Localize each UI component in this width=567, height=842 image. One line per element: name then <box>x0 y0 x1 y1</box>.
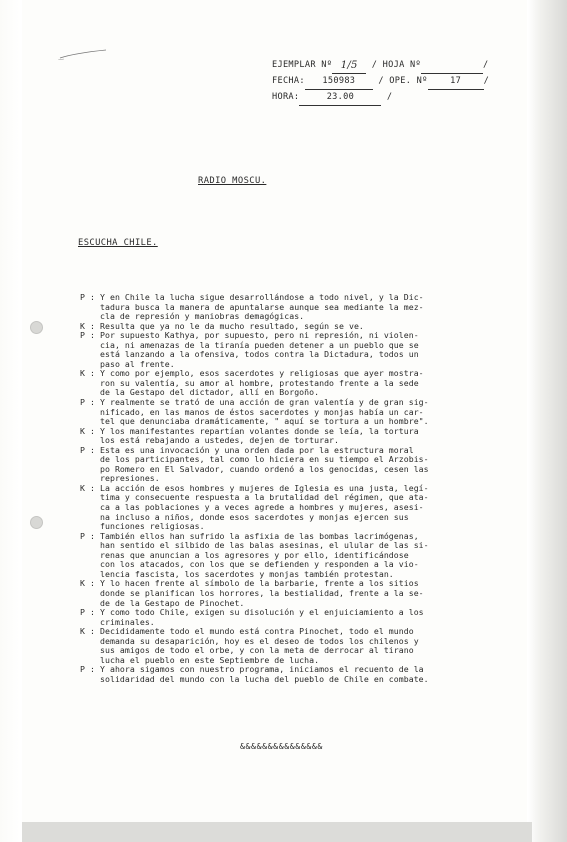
text-line: tel que denunciaba dramáticamente, " aquí se tortura a un hombre". <box>100 416 429 427</box>
binder-hole-lower <box>30 516 43 529</box>
speaker-label: P : <box>80 292 95 302</box>
text-line: Y los manifestantes repartían volantes donde se leía, la tortura <box>100 425 419 436</box>
speaker-label: P : <box>80 530 95 541</box>
text-line: renas que anuncian a los agresores y por ello, identificándose <box>100 549 409 560</box>
text-line: tima y consecuente respuesta a la brutalidad del régimen, que ata- <box>100 492 429 503</box>
transcript-paragraph <box>80 665 532 684</box>
paragraph-text <box>100 293 532 322</box>
ope-sep: / <box>483 76 490 86</box>
text-line: Por supuesto Kathya, por supuesto, pero ni represión, ni violen- <box>100 330 419 341</box>
paragraph-text <box>100 446 532 484</box>
speaker-label: K : <box>80 425 95 436</box>
text-line: represiones. <box>100 473 160 484</box>
transcript-paragraph <box>80 608 532 627</box>
text-line: han sentido el silbido de las balas asesinas, el ulular de las si- <box>100 540 429 551</box>
text-line: Y realmente se trató de una acción de gran valentía y de gran sig- <box>100 397 429 408</box>
speaker-label: P : <box>80 397 95 408</box>
text-line: También ellos han sufrido la asfixia de las bombas lacrimógenas, <box>100 530 419 541</box>
speaker-label: K : <box>80 626 95 637</box>
paragraph-text <box>100 331 532 369</box>
document-page <box>22 0 527 822</box>
document-title: RADIO MOSCU. <box>198 176 267 186</box>
end-marker: &&&&&&&&&&&&&&& <box>240 741 323 751</box>
text-line: na incluso a niños, donde esos sacerdotes y monjas ejercen sus <box>100 511 409 522</box>
speaker-label: K : <box>80 578 95 589</box>
text-line: tadura busca la manera de apuntalarse aunque sea mediante la mez- <box>100 301 424 312</box>
speaker-label: K : <box>80 368 95 379</box>
text-line: sus amigos de todo el orbe, y con la meta de derrocar al tirano <box>100 645 414 656</box>
paragraph-text <box>100 608 532 627</box>
document-subtitle: ESCUCHA CHILE. <box>78 238 158 248</box>
text-line: con los atacados, con los que se defienden y responden a la vio- <box>100 559 419 570</box>
text-line: está lanzando a la ofensiva, todos contra la Dictadura, todos un <box>100 349 419 360</box>
text-line: de la Gestapo del dictador, allí en Borgoño. <box>100 387 320 398</box>
ope-value: 17 <box>428 74 484 90</box>
hoja-label: / HOJA Nº <box>371 60 421 70</box>
transcript-paragraph <box>80 369 532 398</box>
text-line: ca a las poblaciones y a veces agrede a hombres y mujeres, asesi- <box>100 502 424 513</box>
text-line: Y lo hacen frente al símbolo de la barbarie, frente a los sitios <box>100 578 419 589</box>
text-line: nificado, en las manos de éstos sacerdotes y monjas había un car- <box>100 406 424 417</box>
pencil-mark <box>58 48 108 60</box>
text-line: criminales. <box>100 616 155 627</box>
document-header <box>272 58 489 106</box>
text-line: paso al frente. <box>100 358 175 369</box>
paragraph-text <box>100 627 532 665</box>
header-row-ejemplar <box>272 58 489 74</box>
transcript-paragraph <box>80 331 532 369</box>
text-line: Y ahora sigamos con nuestro programa, iniciamos el recuento de la <box>100 664 424 675</box>
text-line: cla de represión y maniobras demagógicas. <box>100 311 305 322</box>
text-line: Decididamente todo el mundo está contra Pinochet, todo el mundo <box>100 626 414 637</box>
ejemplar-value: 1/5 <box>332 58 366 74</box>
speaker-label: P : <box>80 444 95 455</box>
hoja-value <box>421 58 483 74</box>
text-line: funciones religiosas. <box>100 521 205 532</box>
hoja-sep: / <box>482 60 489 70</box>
transcript-paragraph <box>80 293 532 322</box>
text-line: donde se planifican los horrores, la bestialidad, frente a la se- <box>100 587 424 598</box>
text-line: po Romero en El Salvador, cuando ordenó a los genocidas, cesen las <box>100 463 429 474</box>
header-row-fecha <box>272 74 489 90</box>
page-bottom-edge <box>22 822 532 842</box>
transcript-paragraph <box>80 627 532 665</box>
speaker-label: P : <box>80 607 95 618</box>
binder-hole-upper <box>30 321 43 334</box>
speaker-label: P : <box>80 664 95 675</box>
speaker-label: P : <box>80 330 95 341</box>
text-line: ron su valentía, su amor al hombre, protestando frente a la sede <box>100 377 419 388</box>
text-line: La acción de esos hombres y mujeres de Iglesia es una justa, legí- <box>100 482 429 493</box>
text-line: Y en Chile la lucha sigue desarrollándose a todo nivel, y la Dic- <box>100 292 424 302</box>
paragraph-text <box>100 398 532 427</box>
ejemplar-label: EJEMPLAR Nº <box>272 60 333 70</box>
transcript-paragraph <box>80 446 532 484</box>
transcript-body <box>80 293 532 684</box>
speaker-label: K : <box>80 482 95 493</box>
transcript-paragraph <box>80 484 532 532</box>
ope-label: / OPE. Nº <box>378 76 428 86</box>
text-line: Resulta que ya no le da mucho resultado, según se ve. <box>100 320 364 331</box>
text-line: lucha el pueblo en este Septiembre de lucha. <box>100 654 320 665</box>
text-line: cia, ni amenazas de la tiranía pueden detener a un pueblo que se <box>100 339 419 350</box>
text-line: lencia fascista, los sacerdotes y monjas también protestan. <box>100 568 394 579</box>
paragraph-text <box>100 579 532 608</box>
hora-sep: / <box>386 92 393 102</box>
text-line: Esta es una invocación y una orden dada por la estructura moral <box>100 444 414 455</box>
fecha-value: 150983 <box>305 74 373 90</box>
text-line: demanda su desaparición, hoy es el deseo de todos los chilenos y <box>100 635 419 646</box>
transcript-paragraph <box>80 398 532 427</box>
text-line: solidaridad del mundo con la lucha del pueblo de Chile en combate. <box>100 673 429 684</box>
transcript-paragraph <box>80 532 532 580</box>
hora-value: 23.00 <box>299 90 381 106</box>
text-line: Y como por ejemplo, esos sacerdotes y religiosas que ayer mostra- <box>100 368 424 379</box>
paragraph-text <box>100 427 532 446</box>
text-line: de los participantes, tal como lo hiciera en su tiempo el Arzobis- <box>100 454 429 465</box>
speaker-label: K : <box>80 320 95 331</box>
paragraph-text <box>100 665 532 684</box>
transcript-paragraph <box>80 427 532 446</box>
hora-label: HORA: <box>272 92 300 102</box>
paragraph-text <box>100 484 532 532</box>
fecha-label: FECHA: <box>272 76 305 86</box>
header-row-hora <box>272 90 489 106</box>
text-line: los está rebajando a ustedes, dejen de torturar. <box>100 435 340 446</box>
text-line: Y como todo Chile, exigen su disolución y el enjuiciamiento a los <box>100 607 424 618</box>
transcript-paragraph <box>80 579 532 608</box>
paragraph-text <box>100 369 532 398</box>
text-line: de de la Gestapo de Pinochet. <box>100 597 245 608</box>
paragraph-text <box>100 532 532 580</box>
